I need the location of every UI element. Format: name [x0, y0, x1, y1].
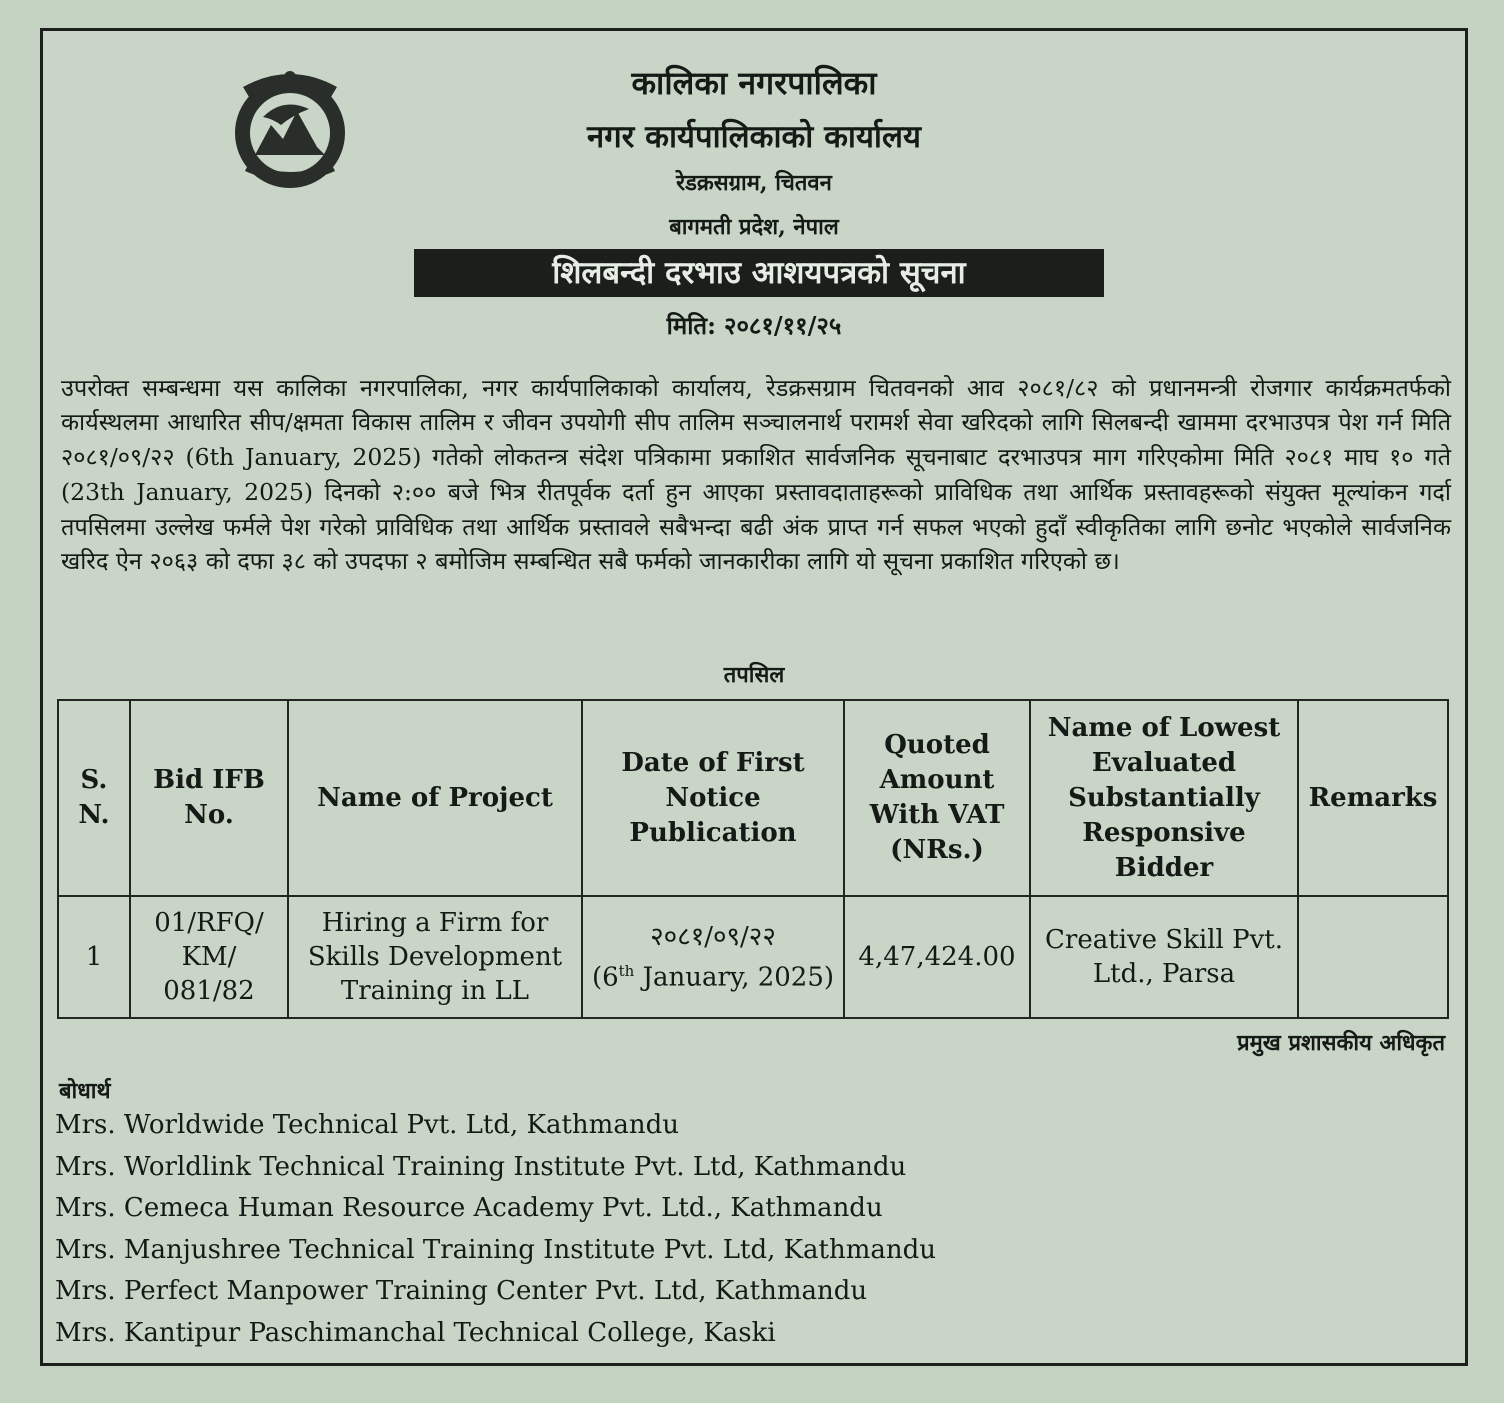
address-line-2: बागमती प्रदेश, नेपाल — [669, 214, 839, 240]
col-header-amount: Quoted Amount With VAT (NRs.) — [844, 700, 1030, 896]
cell-date-english — [585, 954, 841, 995]
notice-title: शिलबन्दी दरभाउ आशयपत्रको सूचना — [414, 249, 1104, 297]
col-header-sn: S. N. — [58, 700, 130, 896]
cell-date-nepali: २०८१/०९/२२ — [650, 921, 776, 952]
col-header-project: Name of Project — [288, 700, 582, 896]
cell-bidder: Creative Skill Pvt. Ltd., Parsa — [1030, 896, 1298, 1018]
table-row — [58, 896, 1448, 1018]
list-item: Mrs. Cemeca Human Resource Academy Pvt. Ltd., Kathmandu — [55, 1193, 883, 1223]
date-label: मिति: — [666, 311, 716, 340]
list-item: Mrs. Worldlink Technical Training Institute Pvt. Ltd, Kathmandu — [55, 1151, 907, 1182]
notice-date — [43, 309, 1465, 342]
list-item: Mrs. Kantipur Paschimanchal Technical College, Kaski — [55, 1317, 776, 1348]
col-header-remarks: Remarks — [1298, 700, 1448, 896]
date-en-rest: January, 2025) — [634, 962, 835, 993]
date-en-suffix: th — [618, 961, 635, 980]
col-header-ifb-no: Bid IFB No. — [130, 700, 288, 896]
cell-ifb-no: 01/RFQ/ KM/ 081/82 — [130, 896, 288, 1018]
cell-project: Hiring a Firm for Skills Development Training in LL — [288, 896, 582, 1018]
public-notice — [40, 28, 1468, 1366]
date-en-open: (6 — [591, 962, 619, 993]
cell-amount: 4,47,424.00 — [844, 896, 1030, 1018]
col-header-notice-date: Date of First Notice Publication — [582, 700, 844, 896]
bodhartha-heading: बोधार्थ — [59, 1078, 111, 1104]
table-header-row — [58, 700, 1448, 896]
list-item: Mrs. Perfect Manpower Training Center Pvt. Ltd, Kathmandu — [55, 1276, 868, 1306]
office-name: नगर कार्यपालिकाको कार्यालय — [587, 119, 921, 155]
address-line-1: रेडक्रसग्राम, चितवन — [676, 170, 832, 196]
recipient-list — [55, 1105, 936, 1354]
signer-title: प्रमुख प्रशासकीय अधिकृत — [1237, 1030, 1445, 1056]
org-name: कालिका नगरपालिका — [631, 64, 877, 102]
date-value: २०८१/११/२५ — [723, 311, 842, 340]
col-header-bidder: Name of Lowest Evaluated Substantially Responsive Bidder — [1030, 700, 1298, 896]
cell-remarks — [1298, 896, 1448, 1018]
cell-sn: 1 — [58, 896, 130, 1018]
cell-notice-date — [582, 896, 844, 1018]
tapsil-heading: तपसिल — [723, 662, 785, 688]
list-item: Mrs. Manjushree Technical Training Institute Pvt. Ltd, Kathmandu — [55, 1234, 937, 1265]
notice-body: उपरोक्त सम्बन्धमा यस कालिका नगरपालिका, नगर कार्यपालिकाको कार्यालय, रेडक्रसग्राम चितवनको आव २०८१/८२ को प्रधानमन्त्री रोजगार कार्यक्रमतर्फको कार्यस्थलमा आधारित सीप/क्षमता विकास तालिम र जीवन उपयोगी सीप तालिम सञ्चालनार्थ परामर्श सेवा खरिदको लागि सिलबन्दी खाममा दरभाउपत्र पेश गर्न मिति २०८१/०९/२२ (6th January, 2025) गतेको लोकतन्त्र संदेश पत्रिकामा प्रकाशित सार्वजनिक सूचनाबाट दरभाउपत्र माग गरिएकोमा मिति २०८१ माघ १० गते (23th January, 2025) दिनको २:०० बजे भित्र रीतपूर्वक दर्ता हुन आएका प्रस्तावदाताहरूको प्राविधिक तथा आर्थिक प्रस्तावहरूको संयुक्त मूल्यांकन गर्दा तपसिलमा उल्लेख फर्मले पेश गरेको प्राविधिक तथा आर्थिक प्रस्तावले सबैभन्दा बढी अंक प्राप्त गर्न सफल भएको हुदाँ स्वीकृतिका लागि छनोट भएकोले सार्वजनिक खरिद ऐन २०६३ को दफा ३८ को उपदफा २ बमोजिम सम्बन्धित सबै फर्मको जानकारीका लागि यो सूचना प्रकाशित गरिएको छ। — [61, 373, 1451, 576]
list-item: Mrs. Worldwide Technical Pvt. Ltd, Kathmandu — [55, 1110, 679, 1140]
bid-table — [57, 699, 1449, 1019]
